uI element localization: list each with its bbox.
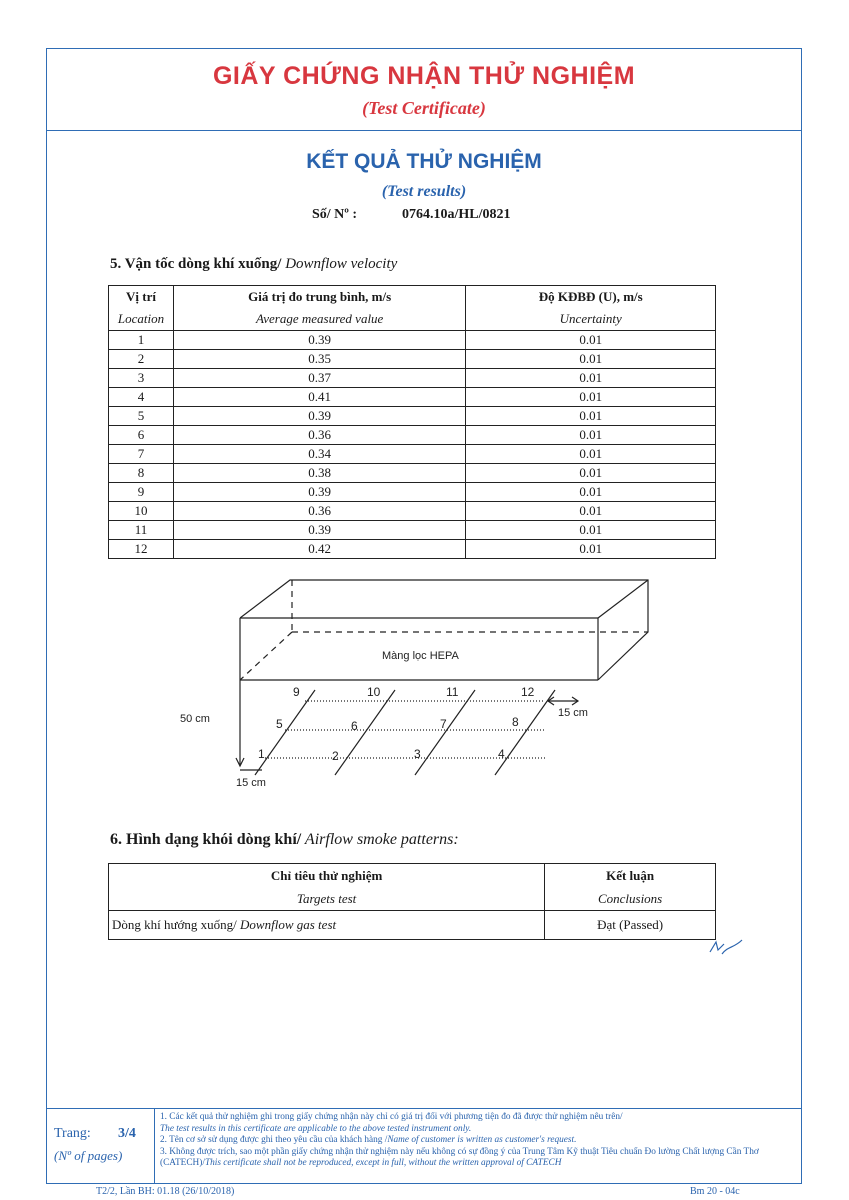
col-target-vi: Chỉ tiêu thử nghiệm	[109, 864, 545, 889]
table-row	[109, 464, 716, 483]
uncertainty-cell: 0.01	[466, 445, 716, 464]
table-row	[109, 331, 716, 350]
col-unc-en: Uncertainty	[466, 308, 716, 331]
smoke-target-cell	[109, 911, 545, 940]
filter-label: Màng lọc HEPA	[382, 650, 459, 662]
header-divider	[46, 130, 802, 131]
certificate-title: GIẤY CHỨNG NHẬN THỬ NGHIỆM	[212, 62, 636, 90]
average-cell: 0.36	[173, 502, 465, 521]
location-cell: 4	[109, 388, 174, 407]
smoke-table	[108, 863, 716, 940]
table-row	[109, 426, 716, 445]
col-location-vi: Vị trí	[109, 286, 174, 309]
certificate-number-label: Số/ Nº :	[312, 207, 358, 222]
note2	[160, 1135, 796, 1147]
note2-en: Name of customer is written as customer's request.	[387, 1135, 577, 1146]
form-code: Bm 20 - 04c	[690, 1186, 740, 1197]
section5-title-vi: 5. Vận tốc dòng khí xuống/	[110, 256, 282, 272]
point-label: 8	[512, 715, 519, 729]
smoke-conclusion-cell: Đạt (Passed)	[545, 911, 716, 940]
uncertainty-cell: 0.01	[466, 350, 716, 369]
col-conclusion-vi: Kết luận	[545, 864, 716, 889]
footer-notes	[160, 1112, 796, 1170]
average-cell: 0.39	[173, 407, 465, 426]
certificate-number: 0764.10a/HL/0821	[402, 207, 511, 222]
average-cell: 0.41	[173, 388, 465, 407]
location-cell: 11	[109, 521, 174, 540]
col-avg-en: Average measured value	[173, 308, 465, 331]
uncertainty-cell: 0.01	[466, 369, 716, 388]
uncertainty-cell: 0.01	[466, 464, 716, 483]
results-subtitle: (Test results)	[381, 183, 467, 200]
average-cell: 0.36	[173, 426, 465, 445]
point-label: 11	[446, 685, 459, 699]
uncertainty-cell: 0.01	[466, 388, 716, 407]
page-label: Trang:	[54, 1126, 91, 1141]
table-row	[109, 445, 716, 464]
page-number: 3/4	[118, 1126, 136, 1141]
location-cell: 3	[109, 369, 174, 388]
note2-vi: 2. Tên cơ sở sử dụng được ghi theo yêu cầu của khách hàng /	[160, 1135, 388, 1146]
uncertainty-cell: 0.01	[466, 407, 716, 426]
average-cell: 0.37	[173, 369, 465, 388]
point-label: 1	[258, 747, 265, 761]
average-cell: 0.38	[173, 464, 465, 483]
point-label: 3	[414, 747, 421, 761]
average-cell: 0.34	[173, 445, 465, 464]
velocity-table	[108, 285, 716, 559]
point-label: 2	[332, 749, 339, 763]
col-location-en: Location	[109, 308, 174, 331]
spacing-right-label: 15 cm	[558, 707, 588, 719]
smoke-header-row-en	[109, 888, 716, 911]
form-revision: T2/2, Lần BH: 01.18 (26/10/2018)	[96, 1186, 235, 1197]
average-cell: 0.39	[173, 521, 465, 540]
table-row	[109, 521, 716, 540]
average-cell: 0.35	[173, 350, 465, 369]
location-cell: 10	[109, 502, 174, 521]
note3-en: This certificate shall not be reproduced, except in full, without the written approval of CATECH	[204, 1158, 562, 1169]
uncertainty-cell: 0.01	[466, 426, 716, 445]
location-cell: 9	[109, 483, 174, 502]
uncertainty-cell: 0.01	[466, 502, 716, 521]
section5-title	[110, 256, 397, 273]
location-cell: 12	[109, 540, 174, 559]
table-row	[109, 388, 716, 407]
row-target-en: Downflow gas test	[236, 917, 337, 932]
velocity-header-row	[109, 286, 716, 309]
uncertainty-cell: 0.01	[466, 483, 716, 502]
note1-vi: 1. Các kết quả thử nghiệm ghi trong giấy chứng nhận này chỉ có giá trị đối với phương tiện đo đã được thử nghiệm nêu trên/	[160, 1112, 623, 1122]
col-avg-vi: Giá trị đo trung bình, m/s	[173, 286, 465, 309]
note1-en: The test results in this certificate are applicable to the above tested instrument only.	[160, 1123, 472, 1134]
height-label: 50 cm	[180, 713, 210, 725]
table-row	[109, 407, 716, 426]
note3-vi: 3. Không được trích, sao một phần giấy chứng nhận thử nghiệm này nếu không có sự đồng ý của Trung Tâm Kỹ thuật Tiêu chuẩn Đo lường Chất lượng Cần Thơ (CATECH)/	[160, 1146, 759, 1169]
point-label: 6	[351, 719, 358, 733]
average-cell: 0.39	[173, 483, 465, 502]
point-label: 9	[293, 685, 300, 699]
footer-divider	[46, 1108, 802, 1109]
spacing-bottom-label: 15 cm	[236, 777, 266, 789]
section5-title-en: Downflow velocity	[281, 256, 398, 272]
page-count-label: (Nº of pages)	[54, 1148, 123, 1163]
location-cell: 7	[109, 445, 174, 464]
results-title: KẾT QUẢ THỬ NGHIỆM	[306, 150, 542, 173]
uncertainty-cell: 0.01	[466, 331, 716, 350]
average-cell: 0.42	[173, 540, 465, 559]
page-info	[46, 1108, 155, 1184]
smoke-header-row	[109, 864, 716, 889]
col-unc-vi: Độ KĐBĐ (U), m/s	[466, 286, 716, 309]
location-cell: 1	[109, 331, 174, 350]
hepa-diagram	[160, 570, 680, 800]
table-row	[109, 350, 716, 369]
location-cell: 6	[109, 426, 174, 445]
location-cell: 8	[109, 464, 174, 483]
uncertainty-cell: 0.01	[466, 521, 716, 540]
section6-title-en: Airflow smoke patterns:	[301, 831, 459, 848]
location-cell: 2	[109, 350, 174, 369]
section6-title	[110, 831, 459, 849]
point-label: 7	[440, 717, 447, 731]
table-row	[109, 911, 716, 940]
location-cell: 5	[109, 407, 174, 426]
row-target-vi: Dòng khí hướng xuống/	[112, 917, 237, 932]
initials-signature	[708, 936, 748, 960]
point-label: 5	[276, 717, 283, 731]
note3	[160, 1147, 796, 1170]
uncertainty-cell: 0.01	[466, 540, 716, 559]
col-target-en: Targets test	[109, 888, 545, 911]
section6-title-vi: 6. Hình dạng khói dòng khí/	[110, 831, 302, 848]
table-row	[109, 369, 716, 388]
point-label: 12	[521, 685, 535, 699]
certificate-subtitle: (Test Certificate)	[362, 98, 486, 118]
table-row	[109, 483, 716, 502]
col-conclusion-en: Conclusions	[545, 888, 716, 911]
table-row	[109, 502, 716, 521]
average-cell: 0.39	[173, 331, 465, 350]
table-row	[109, 540, 716, 559]
velocity-header-row-en	[109, 308, 716, 331]
point-label: 4	[498, 747, 505, 761]
point-label: 10	[367, 685, 381, 699]
